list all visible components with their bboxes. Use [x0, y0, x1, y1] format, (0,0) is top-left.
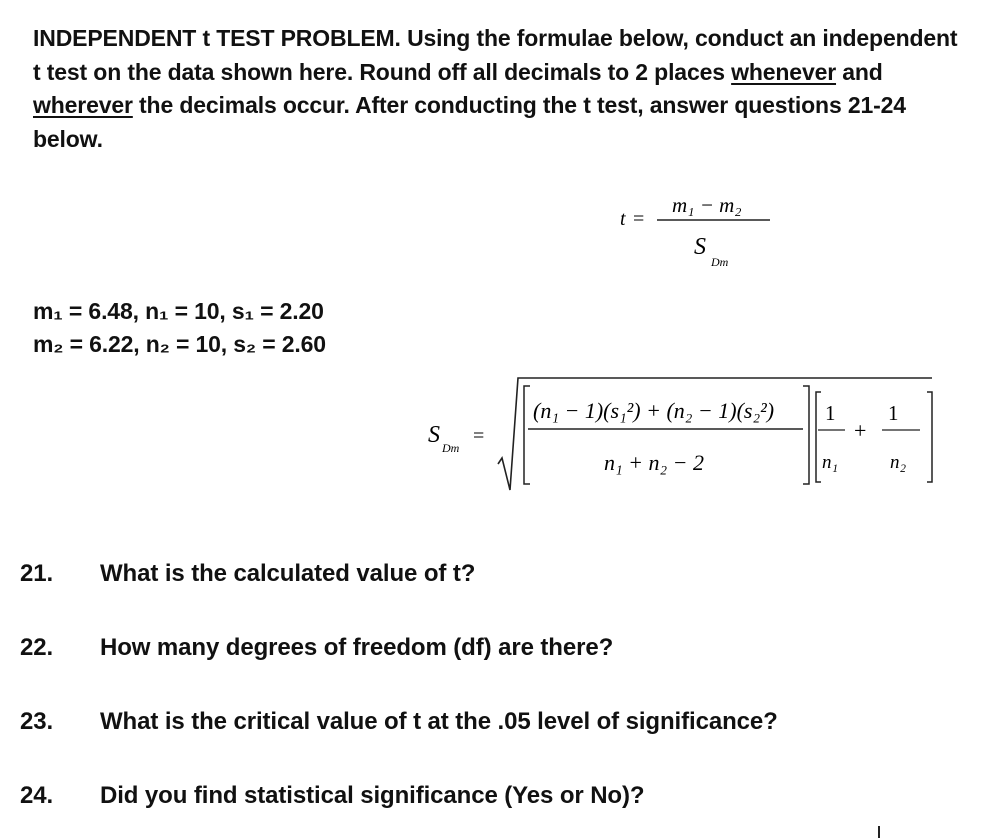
fraction-2-numerator: 1	[888, 401, 899, 425]
inner-left-bracket	[816, 392, 821, 482]
values-sample-1: m₁ = 6.48, n₁ = 10, s₁ = 2.20	[33, 298, 324, 324]
question-number: 23.	[20, 708, 54, 735]
sdm-formula-lhs: S	[428, 422, 440, 448]
question-number: 24.	[20, 782, 54, 809]
question-text: Did you find statistical significance (Yes or No)?	[100, 782, 645, 809]
given-values	[33, 295, 326, 361]
values-sample-2: m₂ = 6.22, n₂ = 10, s₂ = 2.60	[33, 331, 326, 357]
instructions-text-end: the decimals occur. After conducting the t test, answer questions 21-24 below.	[33, 92, 906, 152]
question-text: What is the calculated value of t?	[100, 560, 476, 587]
sdm-formula-equals: =	[473, 425, 485, 447]
instructions-text-and: and	[836, 58, 883, 85]
question-21	[20, 560, 475, 588]
right-bracket	[803, 386, 809, 484]
question-23	[20, 708, 778, 736]
t-formula	[612, 182, 792, 282]
stray-mark	[878, 826, 880, 838]
plus-sign: +	[854, 418, 867, 443]
instructions-paragraph	[33, 22, 968, 156]
t-formula-denominator-sub: Dm	[711, 255, 729, 269]
question-22	[20, 634, 613, 662]
question-number: 22.	[20, 634, 54, 661]
instructions-text: Using the formulae below, conduct an independent t test on the data shown here. Round off all decimals to 2 places	[33, 25, 958, 85]
inner-right-bracket	[927, 392, 932, 482]
question-text: What is the critical value of t at the .05 level of significance?	[100, 708, 778, 735]
fraction-1-numerator: 1	[825, 401, 836, 425]
sdm-formula-denominator: n₁ + n₂ − 2	[604, 450, 704, 475]
t-formula-lhs: t	[620, 208, 626, 230]
t-formula-denominator: S	[694, 234, 706, 260]
question-text: How many degrees of freedom (df) are there?	[100, 634, 614, 661]
fraction-2-denominator: n₂	[890, 452, 907, 473]
t-formula-equals: =	[633, 208, 645, 230]
sdm-formula-numerator: (n₁ − 1)(s₁²) + (n₂ − 1)(s₂²)	[533, 398, 775, 423]
fraction-1-denominator: n₁	[822, 452, 839, 473]
instructions-underline-wherever: wherever	[33, 92, 133, 118]
sdm-formula	[420, 372, 950, 497]
t-formula-numerator: m₁ − m₂	[672, 193, 742, 217]
question-number: 21.	[20, 560, 54, 587]
instructions-underline-whenever: whenever	[731, 58, 837, 85]
sdm-formula-lhs-sub: Dm	[442, 441, 460, 455]
instructions-title: INDEPENDENT t TEST PROBLEM.	[33, 25, 401, 51]
square-root-sign	[498, 378, 932, 490]
question-24	[20, 782, 644, 810]
left-bracket	[524, 386, 530, 484]
